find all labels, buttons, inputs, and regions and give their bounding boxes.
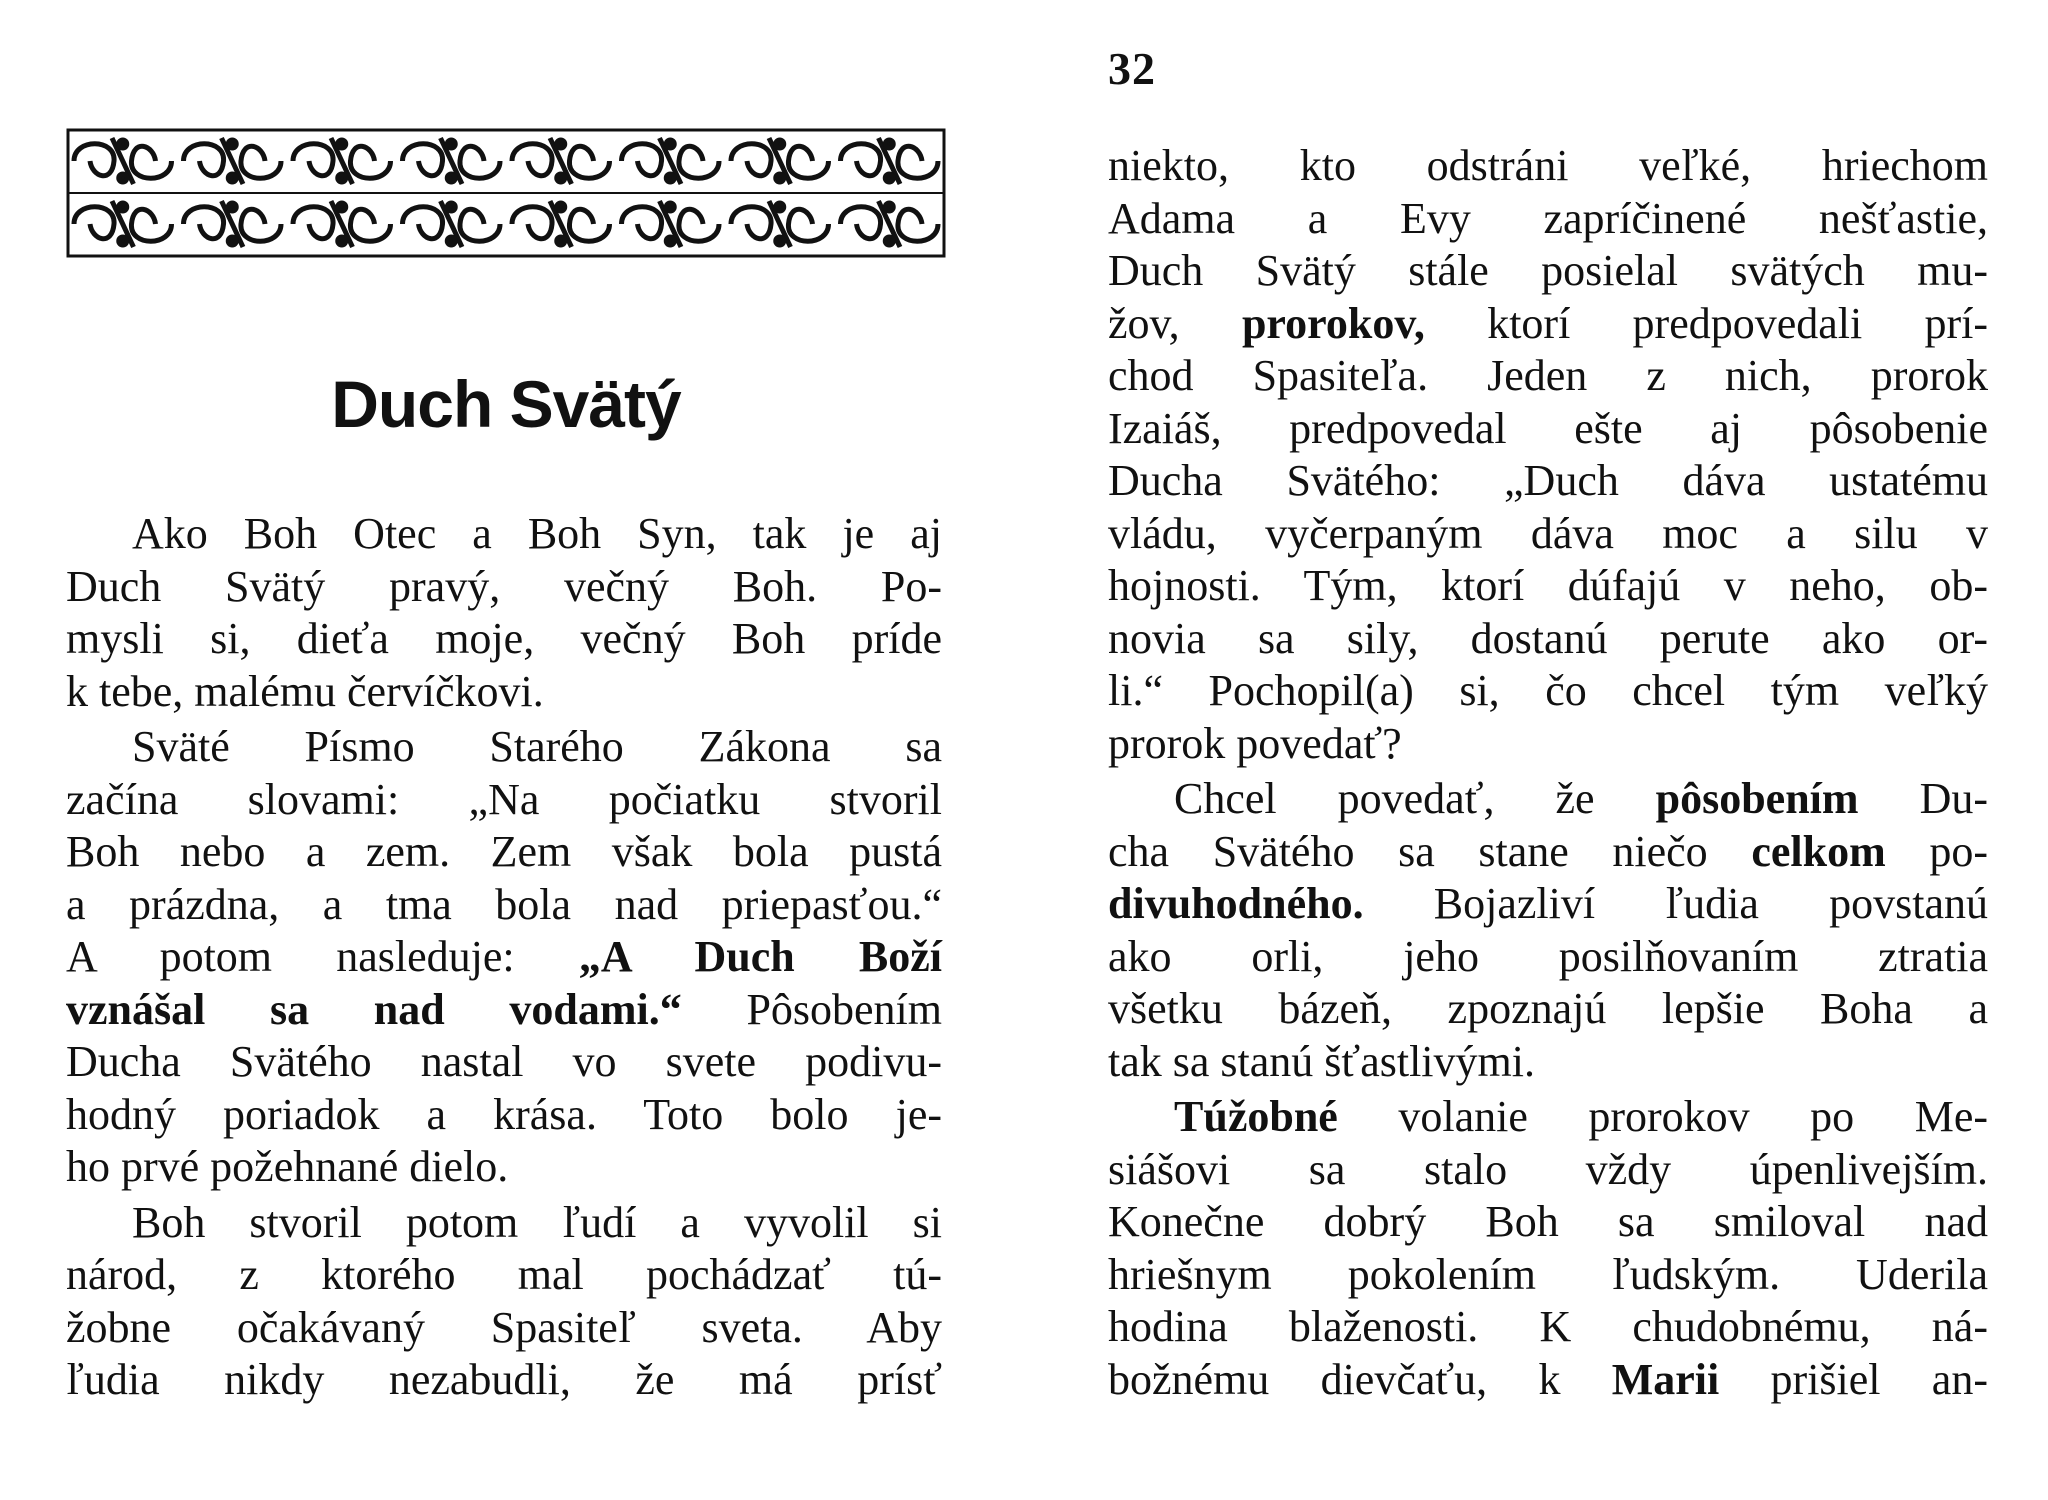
ornament-dot [666, 174, 674, 182]
ornament-dot [666, 237, 674, 245]
text-run: ako orli, jeho posilňovaním ztratia [1108, 931, 1988, 981]
text-run: Ako Boh Otec a Boh Syn, tak je aj [132, 509, 942, 558]
text-line [66, 1089, 942, 1142]
bold-text: vznášal sa nad vodami.“ [66, 984, 682, 1034]
text-line [66, 826, 942, 879]
text-line [1108, 508, 1988, 561]
bold-text: celkom [1751, 826, 1886, 876]
bold-text: divuhodného. [1108, 879, 1364, 928]
text-run: Duch Svätý pravý, večný Boh. Po- [66, 561, 942, 611]
bold-text: Túžobné [1174, 1092, 1338, 1141]
text-run: hodný poriadok a krása. Toto bolo je- [66, 1089, 942, 1139]
text-line [1108, 1091, 1988, 1144]
bold-text: pôsobením [1655, 774, 1859, 823]
text-run: Ducha Svätého nastal vo svete podivu- [66, 1037, 942, 1086]
text-line [66, 1036, 942, 1089]
text-run: vládu, vyčerpaným dáva moc a silu v [1108, 508, 1988, 558]
text-run: Izaiáš, predpovedal ešte aj pôsobenie [1108, 403, 1988, 453]
text-run: cha Svätého sa stane niečo [1108, 826, 1708, 876]
text-run: všetku bázeň, zpoznajú lepšie Boha a [1108, 984, 1988, 1033]
decorative-ornament-band [66, 128, 946, 258]
text-run: hojnosti. Tým, ktorí dúfajú v neho, ob- [1108, 561, 1988, 610]
text-run: Adama a Evy zapríčinené nešťastie, [1108, 193, 1988, 243]
ornament-dot [119, 174, 127, 182]
text-run: prišiel an- [1770, 1354, 1988, 1404]
ornament-dot [666, 140, 674, 148]
text-line [1108, 613, 1988, 666]
text-run: a prázdna, a tma bola nad priepasťou.“ [66, 879, 942, 929]
text-run: k tebe, malému červíčkovi. [66, 666, 544, 716]
text-run: prorok povedať? [1108, 718, 1402, 768]
text-line [1108, 403, 1988, 456]
ornament-dot [228, 237, 236, 245]
text-run: Ducha Svätého: „Duch dáva ustatému [1108, 456, 1988, 505]
ornament-dot [557, 174, 565, 182]
text-run: božnému dievčaťu, k [1108, 1354, 1561, 1404]
text-line [1108, 718, 1988, 771]
ornament-dot [447, 203, 455, 211]
ornament-dot [885, 203, 893, 211]
text-run: žobne očakávaný Spasiteľ sveta. Aby [66, 1302, 942, 1352]
text-line [66, 1141, 942, 1194]
text-line [1108, 878, 1988, 931]
text-line [66, 984, 942, 1037]
text-line [1108, 1354, 1988, 1407]
ornament-dot [447, 174, 455, 182]
text-line [66, 931, 942, 984]
text-line [66, 1302, 942, 1355]
text-line [1108, 140, 1988, 193]
text-run: li.“ Pochopil(a) si, čo chcel tým veľký [1108, 666, 1988, 715]
ornament-dot [885, 140, 893, 148]
text-line [1108, 931, 1988, 984]
text-line [66, 774, 942, 827]
text-run: niekto, kto odstráni veľké, hriechom [1108, 141, 1988, 190]
ornament-dot [447, 140, 455, 148]
ornament-dot [776, 174, 784, 182]
text-line [1108, 245, 1988, 298]
text-line [66, 613, 942, 666]
text-line [1108, 455, 1988, 508]
text-run: Bojazliví ľudia povstanú [1433, 879, 1988, 928]
text-run: hriešnym pokolením ľudským. Uderila [1108, 1249, 1988, 1299]
text-line [1108, 350, 1988, 403]
text-run: ktorí predpovedali prí- [1487, 298, 1989, 348]
text-run: Boh nebo a zem. Zem však bola pustá [66, 827, 942, 876]
text-line [66, 1249, 942, 1302]
ornament-dot [228, 203, 236, 211]
ornament-dot [776, 237, 784, 245]
text-run: mysli si, dieťa moje, večný Boh príde [66, 614, 942, 663]
text-line [66, 879, 942, 932]
text-run: Du- [1919, 774, 1988, 823]
text-run: siášovi sa stalo vždy úpenlivejším. [1108, 1144, 1988, 1194]
text-run: Chcel povedať, že [1174, 774, 1595, 823]
ornament-dot [119, 140, 127, 148]
ornament-dot [228, 174, 236, 182]
text-run: po- [1929, 826, 1989, 876]
text-line [1108, 773, 1988, 826]
text-run: tak sa stanú šťastlivými. [1108, 1036, 1535, 1086]
ornament-dot [885, 237, 893, 245]
bold-text: Marii [1611, 1354, 1720, 1404]
ornament-dot [557, 237, 565, 245]
ornament-dot [119, 237, 127, 245]
text-line [1108, 983, 1988, 1036]
text-run: ľudia nikdy nezabudli, že má prísť [66, 1355, 942, 1404]
text-line [1108, 560, 1988, 613]
text-line [66, 508, 942, 561]
text-run: chod Spasiteľa. Jeden z nich, prorok [1108, 351, 1988, 400]
text-line [1108, 193, 1988, 246]
ornament-dot [557, 140, 565, 148]
ornament-dot [338, 140, 346, 148]
right-text-column [1108, 140, 1988, 1406]
text-run: ho prvé požehnané dielo. [66, 1142, 509, 1191]
text-run: A potom nasleduje: [66, 932, 515, 981]
text-run: Konečne dobrý Boh sa smiloval nad [1108, 1197, 1988, 1246]
ornament-dot [119, 203, 127, 211]
text-run: volanie prorokov po Me- [1398, 1092, 1988, 1141]
text-line [1108, 665, 1988, 718]
text-line [1108, 298, 1988, 351]
ornament-dot [447, 237, 455, 245]
text-run: národ, z ktorého mal pochádzať tú- [66, 1250, 942, 1299]
text-run: hodina blaženosti. K chudobnému, ná- [1108, 1302, 1988, 1351]
text-run: začína slovami: „Na počiatku stvoril [66, 774, 942, 824]
text-line [66, 561, 942, 614]
text-run: novia sa sily, dostanú perute ako or- [1108, 613, 1988, 663]
text-line [1108, 1036, 1988, 1089]
text-line [66, 1354, 942, 1407]
text-run: Duch Svätý stále posielal svätých mu- [1108, 246, 1988, 295]
text-line [1108, 1301, 1988, 1354]
chapter-title: Duch Svätý [331, 367, 681, 441]
ornament-dot [666, 203, 674, 211]
ornament-dot [885, 174, 893, 182]
text-run: Sväté Písmo Starého Zákona sa [132, 722, 942, 771]
left-text-column [66, 508, 942, 1407]
text-run: žov, [1108, 298, 1180, 348]
ornament-dot [228, 140, 236, 148]
ornament-dot [776, 203, 784, 211]
text-line [66, 1197, 942, 1250]
ornament-dot [338, 174, 346, 182]
page-number: 32 [1108, 43, 1156, 94]
ornament-dot [557, 203, 565, 211]
ornament-dot [338, 237, 346, 245]
text-line [1108, 1196, 1988, 1249]
text-line [66, 666, 942, 719]
text-run: Pôsobením [746, 984, 943, 1034]
text-line [1108, 1144, 1988, 1197]
bold-text: prorokov, [1241, 298, 1425, 348]
text-run: Boh stvoril potom ľudí a vyvolil si [132, 1197, 942, 1247]
text-line [1108, 1249, 1988, 1302]
text-line [66, 721, 942, 774]
text-line [1108, 826, 1988, 879]
bold-text: „A Duch Boží [578, 932, 943, 981]
ornament-dot [776, 140, 784, 148]
ornament-dot [338, 203, 346, 211]
